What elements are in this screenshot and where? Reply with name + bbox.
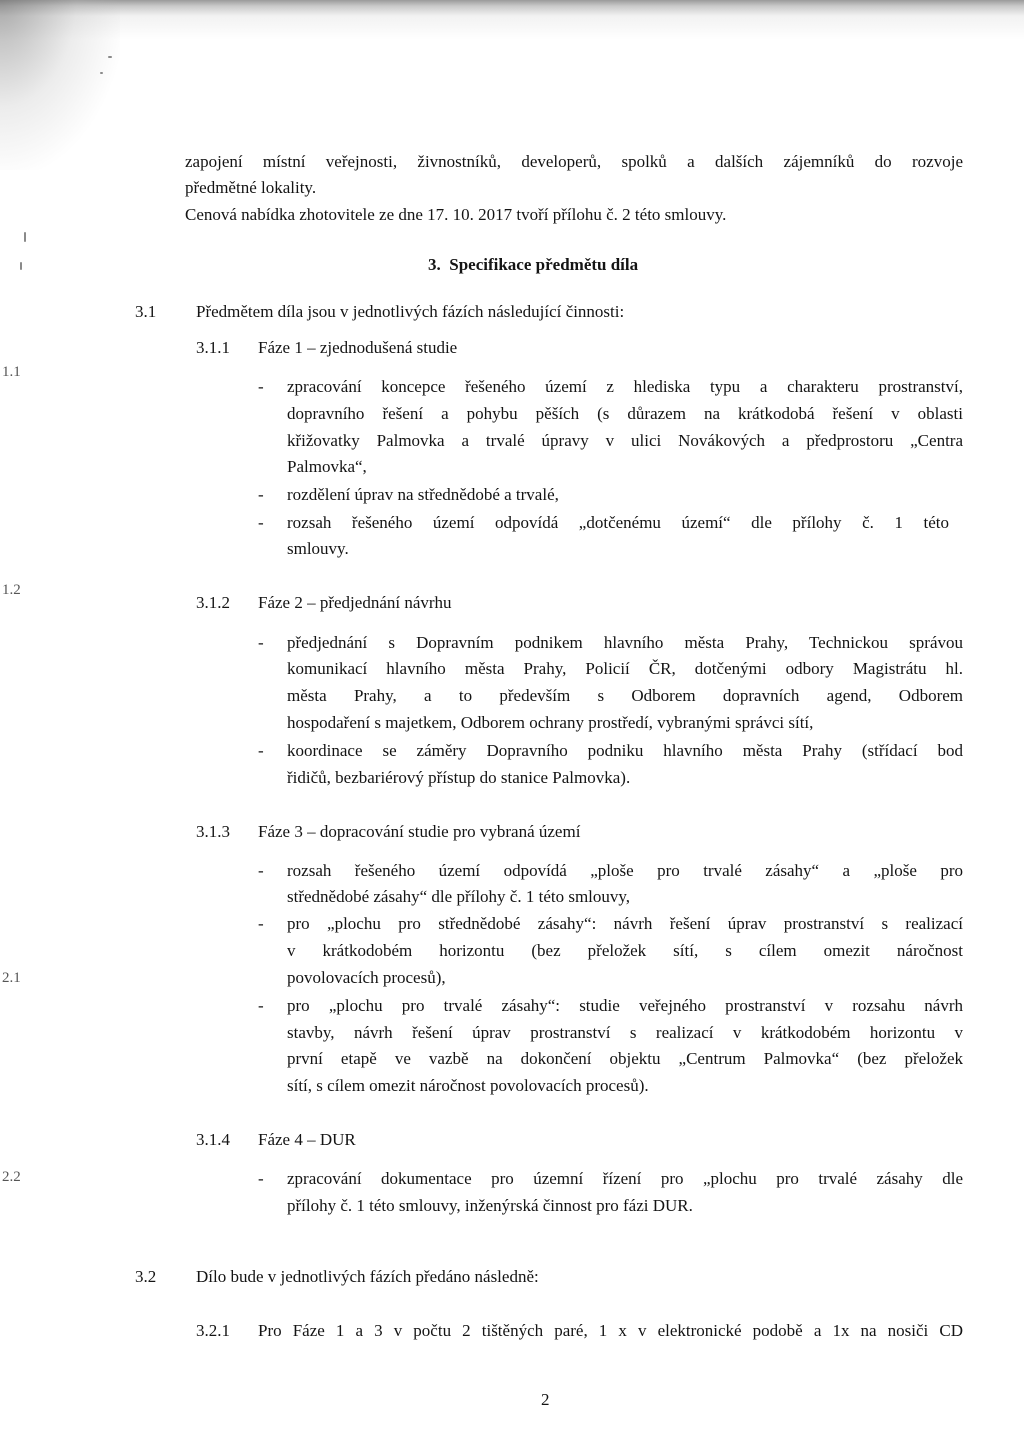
bullet-line: křižovatky Palmovka a trvalé úpravy v ulici Novákových a předprostoru „Centra xyxy=(287,431,963,450)
phase-title: Fáze 3 – dopracování studie pro vybraná území xyxy=(258,822,581,841)
bullet-line: rozsah řešeného území odpovídá „dotčenému území“ dle přílohy č. 1 této xyxy=(287,513,949,532)
intro-line: zapojení místní veřejnosti, živnostníků, developerů, spolků a dalších zájemníků do rozvoje xyxy=(185,152,963,171)
bullet-dash: - xyxy=(258,485,264,504)
bullet-line: v krátkodobém horizontu (bez přeložek sítí, s cílem omezit náročnost xyxy=(287,941,963,960)
scan-speck xyxy=(20,262,22,270)
margin-number: 1.1 xyxy=(2,364,21,380)
section-number: 3.2 xyxy=(135,1267,157,1286)
bullet-line: povolovacích procesů), xyxy=(287,968,446,987)
bullet-dash: - xyxy=(258,914,264,933)
phase-title: Fáze 1 – zjednodušená studie xyxy=(258,338,458,357)
bullet-line: dopravního řešení a pohybu pěších (s důrazem na krátkodobá řešení v oblasti xyxy=(287,404,963,423)
bullet-line: Palmovka“, xyxy=(287,457,367,476)
bullet-dash: - xyxy=(258,633,264,652)
scan-speck xyxy=(100,72,103,74)
bullet-line: města Prahy, a to především s Odborem dopravních agend, Odborem xyxy=(287,686,963,705)
bullet-dash: - xyxy=(258,996,264,1015)
margin-number: 1.2 xyxy=(2,582,21,598)
section-text: Dílo bude v jednotlivých fázích předáno následně: xyxy=(196,1267,539,1286)
phase-number: 3.1.2 xyxy=(196,593,230,612)
bullet-dash: - xyxy=(258,741,264,760)
scan-speck xyxy=(108,56,112,58)
scan-edge-shadow xyxy=(0,0,1024,44)
bullet-line: hospodaření s majetkem, Odborem ochrany prostředí, vybranými správci sítí, xyxy=(287,713,814,732)
scan-speck xyxy=(24,232,26,242)
margin-number: 2.2 xyxy=(2,1169,21,1185)
page-number: 2 xyxy=(541,1390,550,1409)
scan-corner-shadow xyxy=(0,0,120,170)
bullet-dash: - xyxy=(258,513,264,532)
section-number: 3.1 xyxy=(135,302,157,321)
bullet-line: rozsah řešeného území odpovídá „ploše pro trvalé zásahy“ a „ploše pro xyxy=(287,861,963,880)
bullet-dash: - xyxy=(258,1169,264,1188)
bullet-dash: - xyxy=(258,861,264,880)
bullet-line: rozdělení úprav na střednědobé a trvalé, xyxy=(287,485,559,504)
bullet-line: předjednání s Dopravním podnikem hlavního města Prahy, Technickou správou xyxy=(287,633,963,652)
subsection-text: Pro Fáze 1 a 3 v počtu 2 tištěných paré, 1 x v elektronické podobě a 1x na nosiči CD xyxy=(258,1321,963,1340)
section-heading: 3. Specifikace předmětu díla xyxy=(428,255,639,274)
bullet-line: zpracování koncepce řešeného území z hlediska typu a charakteru prostranství, xyxy=(287,377,963,396)
intro-line: Cenová nabídka zhotovitele ze dne 17. 10. 2017 tvoří přílohu č. 2 této smlouvy. xyxy=(185,205,727,224)
subsection-number: 3.2.1 xyxy=(196,1321,230,1340)
phase-number: 3.1.3 xyxy=(196,822,230,841)
phase-title: Fáze 2 – předjednání návrhu xyxy=(258,593,452,612)
bullet-line: komunikací hlavního města Prahy, Policií ČR, dotčenými odbory Magistrátu hl. xyxy=(287,659,963,678)
margin-number: 2.1 xyxy=(2,970,21,986)
bullet-line: stavby, návrh řešení úprav prostranství s realizací v krátkodobém horizontu v xyxy=(287,1023,963,1042)
phase-title: Fáze 4 – DUR xyxy=(258,1130,356,1149)
bullet-dash: - xyxy=(258,377,264,396)
phase-number: 3.1.4 xyxy=(196,1130,230,1149)
bullet-line: sítí, s cílem omezit náročnost povolovacích procesů). xyxy=(287,1076,649,1095)
bullet-line: pro „plochu pro střednědobé zásahy“: návrh řešení úprav prostranství s realizací xyxy=(287,914,963,933)
phase-number: 3.1.1 xyxy=(196,338,230,357)
bullet-line: přílohy č. 1 této smlouvy, inženýrská činnost pro fázi DUR. xyxy=(287,1196,693,1215)
bullet-line: první etapě ve vazbě na dokončení objektu „Centrum Palmovka“ (bez přeložek xyxy=(287,1049,963,1068)
bullet-line: střednědobé zásahy“ dle přílohy č. 1 této smlouvy, xyxy=(287,887,631,906)
bullet-line: smlouvy. xyxy=(287,539,349,558)
section-text: Předmětem díla jsou v jednotlivých fázích následující činnosti: xyxy=(196,302,625,321)
bullet-line: koordinace se záměry Dopravního podniku hlavního města Prahy (střídací bod xyxy=(287,741,963,760)
bullet-line: pro „plochu pro trvalé zásahy“: studie veřejného prostranství v rozsahu návrh xyxy=(287,996,963,1015)
intro-line: předmětné lokality. xyxy=(185,178,317,197)
bullet-line: řidičů, bezbariérový přístup do stanice Palmovka). xyxy=(287,768,631,787)
bullet-line: zpracování dokumentace pro územní řízení pro „plochu pro trvalé zásahy dle xyxy=(287,1169,963,1188)
